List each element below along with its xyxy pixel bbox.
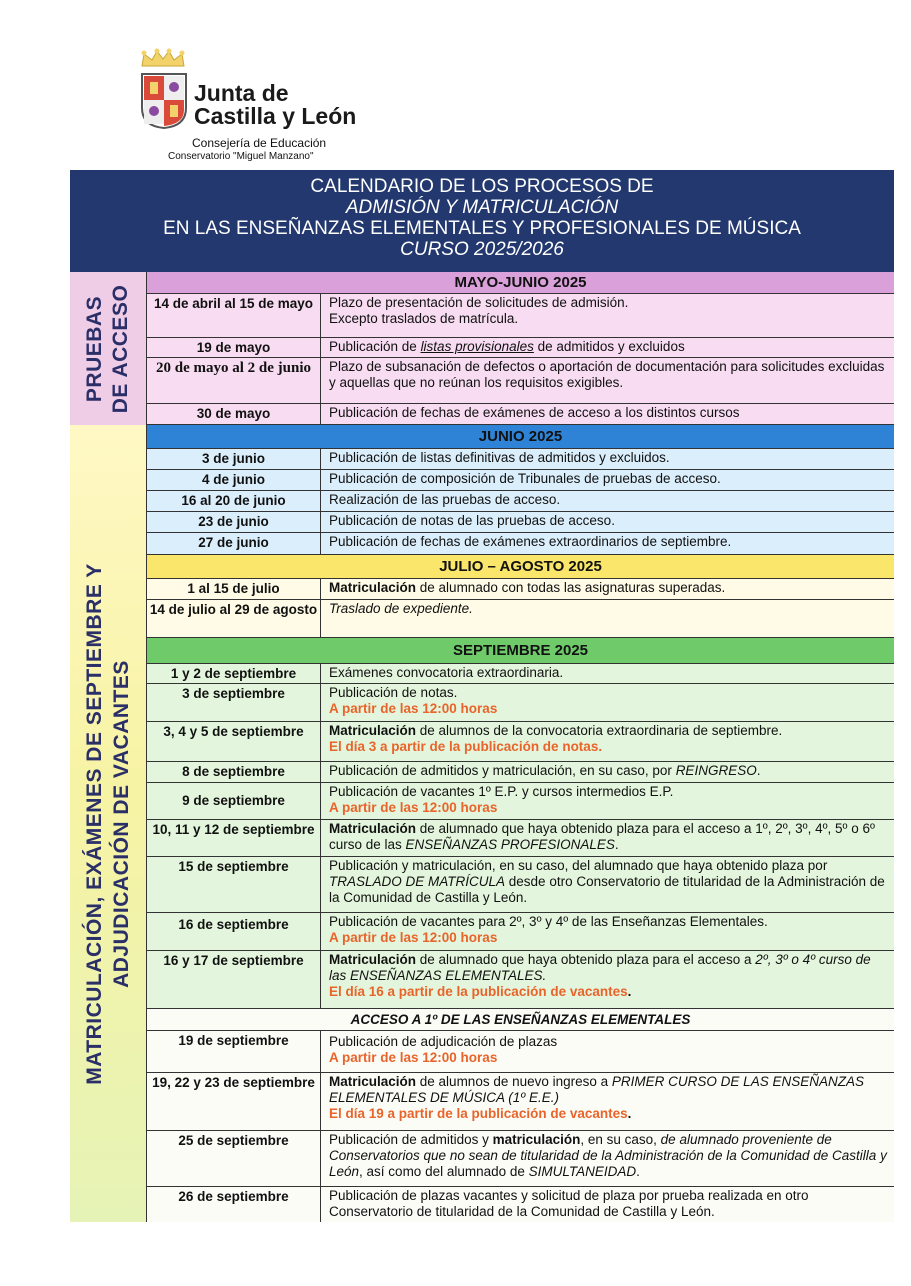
row-date: 4 de junio [147, 470, 321, 490]
table-row [147, 762, 894, 783]
side-label-pruebas [70, 272, 147, 425]
row-date: 1 y 2 de septiembre [147, 664, 321, 683]
row-text: Realización de las pruebas de acceso. [329, 492, 561, 507]
row-text: Publicación de adjudicación de plazas A partir de las 12:00 horas [329, 1034, 558, 1065]
org-line2: Castilla y León [194, 103, 357, 129]
row-date: 16 al 20 de junio [147, 491, 321, 511]
row-text: Matriculación de alumnado que haya obtenido plaza para el acceso a 1º, 2º, 3º, 4º, 5º o 6º curso de las ENSEÑANZAS PROFESIONALES. [329, 821, 875, 852]
row-date: 14 de julio al 29 de agosto [147, 600, 321, 637]
table-row [147, 951, 894, 1009]
table-row [147, 491, 894, 512]
row-date: 27 de junio [147, 533, 321, 554]
table-row [147, 684, 894, 722]
row-text: Publicación de listas provisionales de admitidos y excluidos [329, 339, 685, 354]
crown-icon [140, 48, 186, 68]
title-line4: CURSO 2025/2026 [400, 239, 564, 260]
org-name [194, 82, 356, 128]
table-row [147, 579, 894, 600]
row-text: Plazo de subsanación de defectos o aportación de documentación para solicitudes excluidas y aquellas que no reúnan los requisitos exigibles. [329, 359, 885, 390]
row-text: Publicación de notas de las pruebas de acceso. [329, 513, 615, 528]
row-text: Publicación de notas. A partir de las 12:00 horas [329, 685, 498, 716]
row-text: Publicación de composición de Tribunales de pruebas de acceso. [329, 471, 721, 486]
row-text: Publicación de plazas vacantes y solicitud de plaza por prueba realizada en otro Conservatorio de titularidad de la Comunidad de Castilla y León. [329, 1188, 809, 1219]
row-text: Traslado de expediente. [329, 601, 473, 616]
row-text: Publicación de fechas de exámenes de acceso a los distintos cursos [329, 405, 740, 420]
side-text: ADJUDICACIÓN DE VACANTES [110, 659, 133, 988]
row-text: Publicación de vacantes para 2º, 3º y 4º de las Enseñanzas Elementales. A partir de las 12:00 horas [329, 914, 768, 945]
row-date: 30 de mayo [147, 404, 321, 424]
table-row [147, 664, 894, 684]
table-row [147, 512, 894, 533]
table-row [147, 820, 894, 857]
table-row [147, 338, 894, 358]
row-text: Matriculación de alumnos de la convocatoria extraordinaria de septiembre. El día 3 a partir de la publicación de notas. [329, 723, 783, 754]
table-row [147, 404, 894, 425]
table-row [147, 294, 894, 338]
side-text: MATRICULACIÓN, EXÁMENES DE SEPTIEMBRE Y [83, 562, 106, 1085]
department: Consejería de Educación [192, 136, 327, 150]
side-label-matriculacion [70, 425, 147, 1222]
row-date: 26 de septiembre [147, 1187, 321, 1222]
title-line3: EN LAS ENSEÑANZAS ELEMENTALES Y PROFESIONALES DE MÚSICA [163, 218, 801, 239]
row-date: 8 de septiembre [147, 762, 321, 782]
row-text: Matriculación de alumnado con todas las asignaturas superadas. [329, 580, 726, 595]
row-date: 9 de septiembre [147, 783, 321, 819]
row-text: Matriculación de alumnado que haya obtenido plaza para el acceso a 2º, 3º o 4º curso de las ENSEÑANZAS ELEMENTALES. El día 16 a partir de la publicación de vacantes. [329, 952, 871, 999]
row-date: 16 de septiembre [147, 913, 321, 950]
side-text: PRUEBAS [83, 295, 106, 402]
table-row [147, 722, 894, 762]
coat-of-arms-icon [140, 72, 188, 130]
title-line2: ADMISIÓN Y MATRICULACIÓN [345, 197, 619, 218]
row-date: 25 de septiembre [147, 1131, 321, 1186]
row-date: 15 de septiembre [147, 857, 321, 912]
table-row [147, 1073, 894, 1131]
side-text: DE ACCESO [109, 284, 132, 413]
table-row [147, 1187, 894, 1222]
table-row [147, 857, 894, 913]
row-text: Publicación de vacantes 1º E.P. y cursos intermedios E.P. A partir de las 12:00 horas [329, 784, 674, 815]
row-date: 20 de mayo al 2 de junio [147, 358, 321, 403]
title-line1: CALENDARIO DE LOS PROCESOS DE [310, 176, 654, 197]
row-date: 23 de junio [147, 512, 321, 532]
row-text: Publicación de listas definitivas de admitidos y excluidos. [329, 450, 670, 465]
org-line1: Junta de [194, 80, 289, 106]
table-row [147, 783, 894, 820]
row-date: 10, 11 y 12 de septiembre [147, 820, 321, 856]
row-date: 19 de mayo [147, 338, 321, 357]
table-row [147, 1131, 894, 1187]
row-date: 19 de septiembre [147, 1031, 321, 1072]
row-text: Publicación de admitidos y matriculación, en su caso, por REINGRESO. [329, 763, 761, 778]
section-junio: JUNIO 2025 [147, 425, 894, 449]
row-text: Publicación de fechas de exámenes extraordinarios de septiembre. [329, 534, 732, 549]
table-row [147, 449, 894, 470]
page-title [70, 170, 894, 272]
section-mayo-junio: MAYO-JUNIO 2025 [147, 272, 894, 294]
section-septiembre: SEPTIEMBRE 2025 [147, 638, 894, 664]
table-row [147, 358, 894, 404]
row-date: 3 de junio [147, 449, 321, 469]
section-acceso: ACCESO A 1º DE LAS ENSEÑANZAS ELEMENTALES [147, 1009, 894, 1031]
row-text: Plazo de presentación de solicitudes de admisión. Excepto traslados de matrícula. [329, 295, 629, 326]
row-date: 1 al 15 de julio [147, 579, 321, 599]
table-row [147, 913, 894, 951]
row-text: Publicación de admitidos y matriculación, en su caso, de alumnado proveniente de Conservatorios que no sean de titularidad de la Administración de la Comunidad de Castilla y León, así como del alumnado de SIMULTANEIDAD. [329, 1132, 887, 1179]
row-text: Matriculación de alumnos de nuevo ingreso a PRIMER CURSO DE LAS ENSEÑANZAS ELEMENTALES DE MÚSICA (1º E.E.) El día 19 a partir de la publicación de vacantes. [329, 1074, 864, 1121]
row-date: 19, 22 y 23 de septiembre [147, 1073, 321, 1130]
row-date: 16 y 17 de septiembre [147, 951, 321, 1008]
table-row [147, 1031, 894, 1073]
table-row [147, 470, 894, 491]
row-text: Publicación y matriculación, en su caso, del alumnado que haya obtenido plaza por TRASLADO DE MATRÍCULA desde otro Conservatorio de titularidad de la Administración de la Comunidad de Castilla y León. [329, 858, 885, 905]
section-julio-agosto: JULIO – AGOSTO 2025 [147, 555, 894, 579]
row-date: 14 de abril al 15 de mayo [147, 294, 321, 337]
row-date: 3, 4 y 5 de septiembre [147, 722, 321, 761]
row-text: Exámenes convocatoria extraordinaria. [329, 665, 564, 680]
table-row [147, 533, 894, 555]
table-row [147, 600, 894, 638]
school-name: Conservatorio "Miguel Manzano" [168, 151, 314, 162]
row-date: 3 de septiembre [147, 684, 321, 721]
